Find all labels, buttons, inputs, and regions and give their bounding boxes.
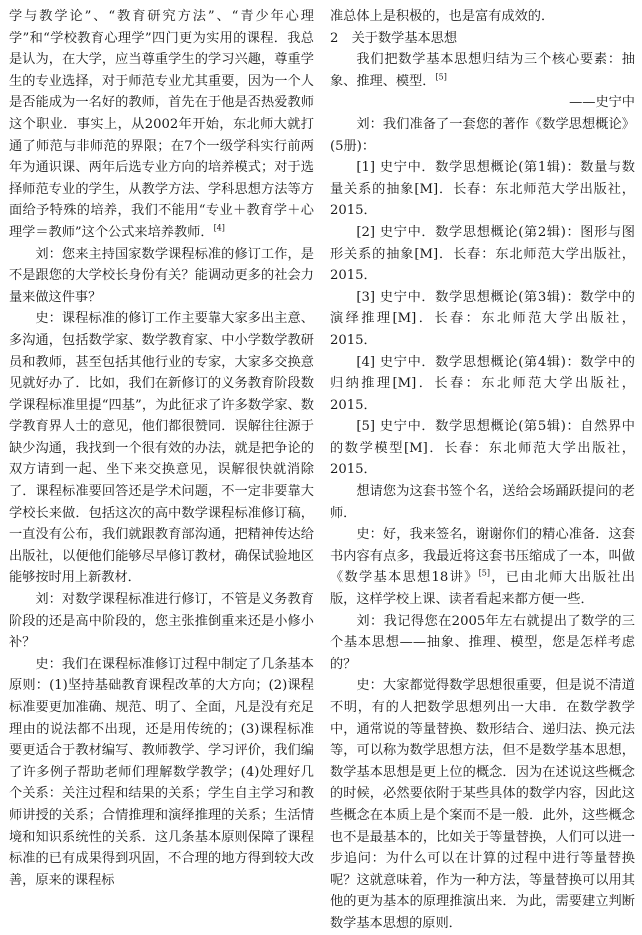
right-column bbox=[330, 6, 635, 935]
paragraph-answer: 史：好，我来签名，谢谢你们的精心准备．这套书内容有点多，我最近将这套书压缩成了一本，叫做《数学基本思想18讲》[5]，已由北师大出版社出版，这样学校上课、读者看起来都方便一些． bbox=[330, 527, 635, 608]
paragraph-request: 想请您为这套书签个名，送给会场踊跃提问的老师． bbox=[330, 484, 635, 521]
paragraph-answer: 史：大家都觉得数学思想很重要，但是说不清道不明，有的人把数学思想列出一大串．在数学教学中，通常说的等量替换、数形结合、递归法、换元法等，可以称为数学思想方法，但不是数学基本思想，数学基本思想是更上位的概念．因为在述说这些概念的时候，必然要依附于某些具体的数学内容，因此这些概念在本质上是个案而不是一般．此外，这些概念也不是最基本的，比如关于等量替换，人们可以进一步追问：为什么可以在计算的过程中进行等量替换呢？这就意味着，作为一种方法，等量替换可以用其他的更为基本的原理推演出来．为此，需要建立判断数学基本思想的原则． bbox=[330, 678, 635, 931]
paragraph-answer: 史：课程标准的修订工作主要靠大家多出主意、多沟通，包括数学家、数学教育家、中小学数学教研员和教师，甚至包括其他行业的专家，大家多交换意见就好办了．比如，我们在新修订的义务教育阶段数学课程标准里提“四基”，为此征求了许多数学家、数学教育界人士的意见，他们都很赞同．误解往往源于缺少沟通，我找到一个很有效的办法，就是把争论的双方请到一起、坐下来交换意见，误解很快就消除了．课程标准要回答还是学术问题，不一定非要靠大学校长来做．包括这次的高中数学课程标准修订稿，一直没有公布，我们就跟教育部沟通，把精神传达给出版社，以便他们能够尽早修订教材，确保试验地区能够按时用上新教材． bbox=[9, 311, 314, 586]
reference-item: [5] 史宁中．数学思想概论(第5辑)：自然界中的数学模型[M]．长春：东北师范大学出版社，2015． bbox=[330, 419, 635, 478]
epigraph: 我们把数学基本思想归结为三个核心要素：抽象、推理、模型．[5] bbox=[330, 52, 635, 89]
paragraph-continued: 准总体上是积极的，也是富有成效的． bbox=[330, 9, 555, 24]
paragraph-continued: 学与教学论”、“教育研究方法”、“青少年心理学”和“学校教育心理学”四门更为实用的课程．我总是认为，在大学，应当尊重学生的学习兴趣，尊重学生的专业选择，对于师范专业尤其重要，因为一个人是否能成为一名好的教师，首先在于他是否热爱教师这个职业．事实上，从2002年开始，东北师大就打通了师范与非师范的界限；在7个一级学科实行前两年为通识课、两年后选专业方向的培养模式；对于选择师范专业的学生，从教学方法、学科思想方法等方面给予特殊的培养，我们不能用“专业＋教育学＋心理学＝教师”这个公式来培养教师．[4] bbox=[9, 9, 314, 240]
epigraph-attribution: ——史宁中 bbox=[569, 95, 635, 111]
paragraph-question: 刘：您来主持国家数学课程标准的修订工作，是不是跟您的大学校长身份有关？能调动更多的社会力量来做这件事？ bbox=[9, 246, 314, 305]
reference-item: [1] 史宁中．数学思想概论(第1辑)：数量与数量关系的抽象[M]．长春：东北师范大学出版社，2015． bbox=[330, 160, 635, 219]
paragraph-answer: 史：我们在课程标准修订过程中制定了几条基本原则：(1)坚持基础教育课程改革的大方向；(2)课程标准要更加准确、规范、明了、全面，凡是没有充足理由的说法都不出现，还是用传统的；(3)课程标准要更适合于教材编写、教师教学、学习评价，我们编了许多例子帮助老师们理解数学教学；(4)处理好几个关系：关注过程和结果的关系；学生自主学习和教师讲授的关系；合情推理和演绎推理的关系；生活情境和知识系统性的关系．这几条基本原则保障了课程标准的已有成果得到巩固，不合理的地方得到较大改善，原来的课程标 bbox=[9, 656, 314, 888]
paragraph-question: 刘：我们准备了一套您的著作《数学思想概论》(5册)： bbox=[330, 116, 635, 154]
section-heading: 2 关于数学基本思想 bbox=[330, 30, 458, 46]
reference-item: [4] 史宁中．数学思想概论(第4辑)：数学中的归纳推理[M]．长春：东北师范大学出版社，2015． bbox=[330, 354, 635, 413]
paragraph-question: 刘：对数学课程标准进行修订，不管是义务教育阶段的还是高中阶段的，您主张推倒重来还是小修小补？ bbox=[9, 592, 314, 651]
reference-item: [2] 史宁中．数学思想概论(第2辑)：图形与图形关系的抽象[M]．长春：东北师范大学出版社，2015． bbox=[330, 224, 635, 284]
citation: [4] bbox=[213, 223, 225, 233]
left-column bbox=[9, 6, 314, 891]
citation: [5] bbox=[435, 72, 447, 82]
paragraph-question: 刘：我记得您在2005年左右就提出了数学的三个基本思想——抽象、推理、模型，您是怎样考虑的？ bbox=[330, 613, 635, 672]
reference-item: [3] 史宁中．数学思想概论(第3辑)：数学中的演绎推理[M]．长春：东北师范大学出版社，2015． bbox=[330, 289, 635, 348]
citation: [5] bbox=[478, 569, 490, 579]
